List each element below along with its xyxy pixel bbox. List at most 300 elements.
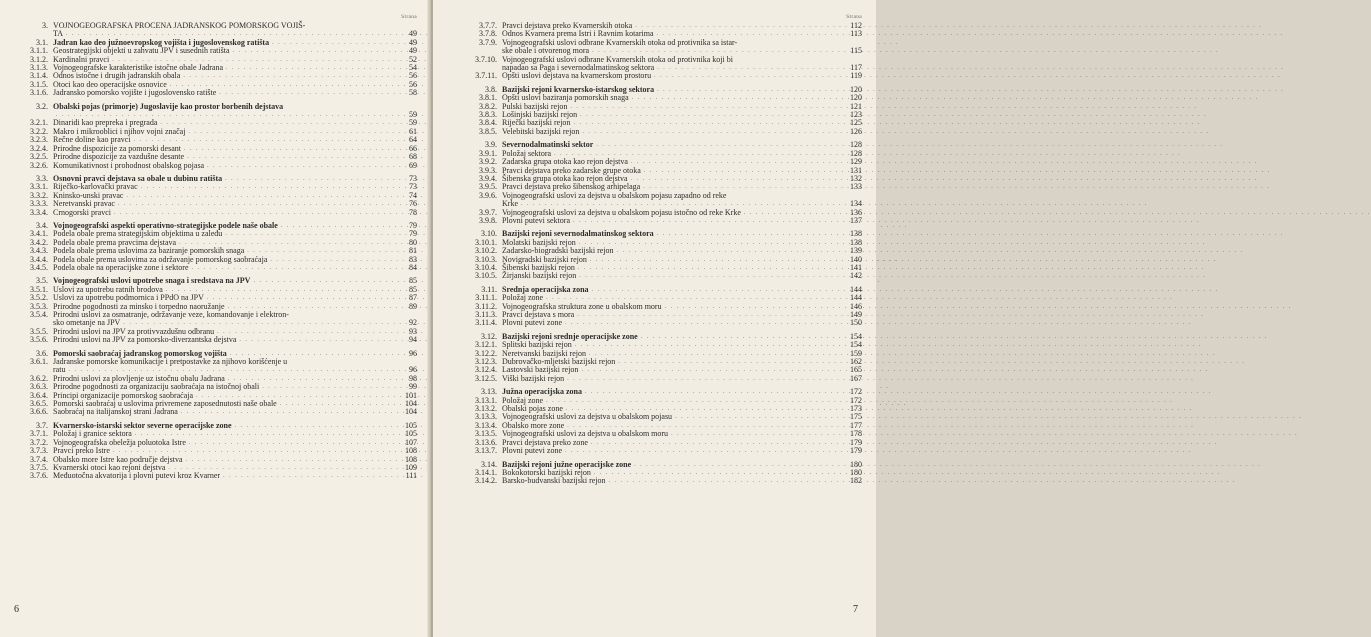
- entry-number: 3.11.1.: [475, 293, 497, 303]
- entry-title: Pravci dejstava preko šibenskog arhipelaga: [502, 182, 641, 192]
- entry-title: Plovni putevi sektora: [502, 215, 570, 225]
- toc-entry: [473, 72, 862, 80]
- entry-page: 144: [850, 284, 862, 294]
- entry-page: 79: [409, 229, 417, 239]
- entry-number: 3.13.4.: [475, 420, 497, 430]
- entry-title: sko ometanje na JPV: [53, 318, 121, 328]
- page-number: 6: [14, 604, 19, 615]
- entry-number: 3.1.4.: [30, 71, 48, 81]
- entry-title: Jadran kao deo južnoevropskog vojišta i jugoslovenskog ratišta: [53, 37, 270, 47]
- entry-page: 79: [409, 220, 417, 230]
- entry-number: 3.7.10.: [475, 54, 497, 64]
- page-number: 7: [853, 604, 858, 615]
- entry-title: Podela obale na operacijske zone i sektore: [53, 262, 189, 272]
- toc-entry: [473, 319, 862, 327]
- dot-leader: [262, 383, 392, 391]
- entry-number: 3.8.: [485, 84, 497, 94]
- entry-number: 3.2.5.: [30, 152, 48, 162]
- entry-number: 3.12.2.: [475, 348, 497, 358]
- entry-number: 3.2.: [36, 101, 48, 111]
- entry-page: 180: [850, 459, 862, 469]
- dot-leader: [247, 247, 392, 255]
- entry-page: 172: [850, 387, 862, 397]
- entry-page: 85: [409, 276, 417, 286]
- dot-leader: [579, 272, 837, 280]
- dot-leader: [589, 350, 837, 358]
- entry-page: 104: [405, 407, 417, 417]
- entry-page: 108: [405, 454, 417, 464]
- entry-title: Prirodni uslovi za plovljenje uz istočnu obalu Jadrana: [53, 373, 225, 383]
- dot-leader: [654, 72, 837, 80]
- dot-leader: [657, 230, 837, 238]
- entry-page: 93: [409, 326, 417, 336]
- entry-title: Žirjanski bazijski rejon: [502, 271, 577, 281]
- entry-page: 58: [409, 88, 417, 98]
- entry-page: 113: [850, 29, 862, 39]
- dot-leader: [223, 472, 392, 480]
- entry-title: Obalsko more Istre kao područje dejstva: [53, 454, 183, 464]
- toc-entry: [24, 22, 417, 30]
- entry-page: 101: [405, 390, 417, 400]
- dot-leader: [657, 86, 837, 94]
- dot-leader: [631, 158, 837, 166]
- left-page: [0, 0, 431, 637]
- entry-number: 3.13.: [481, 387, 497, 397]
- entry-page: 172: [850, 395, 862, 405]
- entry-title: Vojnogeografski uslovi za dejstva u obalskom pojasu: [502, 412, 673, 422]
- dot-leader: [272, 39, 392, 47]
- entry-number: 3.7.5.: [30, 462, 48, 472]
- entry-title: Odnos istočne i drugih jadranskih obala: [53, 71, 181, 81]
- dot-leader: [575, 341, 837, 349]
- entry-page: 119: [850, 71, 862, 81]
- entry-number: 3.4.1.: [30, 229, 48, 239]
- entry-number: 3.9.3.: [479, 165, 497, 175]
- entry-number: 3.2.1.: [30, 118, 48, 128]
- dot-leader: [181, 408, 392, 416]
- dot-leader: [183, 72, 392, 80]
- entry-title: Lastovski bazijski rejon: [502, 365, 579, 375]
- entry-number: 3.5.1.: [30, 284, 48, 294]
- entry-page: 105: [405, 420, 417, 430]
- dot-leader: [617, 247, 837, 255]
- entry-number: 3.6.3.: [30, 382, 48, 392]
- entry-number: 3.7.11.: [475, 71, 497, 81]
- entry-title: Prirodne dispozicije za pomorski desant: [53, 143, 181, 153]
- dot-leader: [189, 439, 392, 447]
- entry-title: Položaj zone: [502, 293, 544, 303]
- dot-leader: [188, 128, 392, 136]
- entry-number: 3.10.: [481, 229, 497, 239]
- toc-entry: [24, 336, 417, 344]
- entry-number: 3.6.1.: [30, 357, 48, 367]
- entry-title: Bazijski rejoni severnodalmatinskog sektora: [502, 229, 654, 239]
- entry-title: Komunikativnost i prohodnost obalskog pojasa: [53, 160, 205, 170]
- dot-leader: [581, 366, 837, 374]
- entry-page: 85: [409, 284, 417, 294]
- entry-page: 83: [409, 254, 417, 264]
- entry-page: 92: [409, 318, 417, 328]
- right-page: [433, 0, 876, 637]
- entry-number: 3.9.2.: [479, 157, 497, 167]
- entry-page: 134: [850, 199, 862, 209]
- dot-leader: [281, 222, 392, 230]
- dot-leader: [186, 456, 392, 464]
- entry-title: Južna operacijska zona: [502, 387, 582, 397]
- entry-number: 3.11.3.: [475, 310, 497, 319]
- entry-title: Prirodne pogodnosti za minsko i torpedno naoružanje: [53, 301, 225, 311]
- entry-number: 3.8.4.: [479, 118, 497, 128]
- dot-leader: [126, 192, 392, 200]
- entry-page: 109: [405, 462, 417, 472]
- entry-page: 142: [850, 271, 862, 281]
- entry-number: 3.12.: [481, 331, 497, 341]
- dot-leader: [744, 209, 837, 217]
- entry-title: Molatski bazijski rejon: [502, 237, 576, 247]
- entry-page: 64: [409, 135, 417, 145]
- entry-page: 61: [409, 126, 417, 136]
- entry-number: 3.11.: [481, 284, 497, 294]
- entry-title: Opšti uslovi dejstava na kvarnerskom prostoru: [502, 71, 652, 81]
- dot-leader: [225, 230, 392, 238]
- entry-title: Odnos Kvarnera prema Istri i Ravnim kotarima: [502, 29, 654, 39]
- entry-title: Vojnogeografska struktura zone u obalskom moru: [502, 301, 662, 311]
- entry-title: Kninsko-unski pravac: [53, 190, 124, 200]
- entry-number: 3.3.4.: [30, 207, 48, 217]
- dot-leader: [596, 141, 837, 149]
- dot-leader: [565, 319, 837, 327]
- entry-title: Prirodne dispozicije za vazdušne desante: [53, 152, 185, 162]
- entry-title: Vojnogeografski uslovi upotrebe snaga i sredstava na JPV: [53, 276, 251, 286]
- entry-number: 3.7.7.: [479, 21, 497, 30]
- entry-page: 141: [850, 262, 862, 272]
- entry-page: 180: [850, 467, 862, 477]
- entry-title: Bokokotorski bazijski rejon: [502, 467, 591, 477]
- entry-page: 136: [850, 207, 862, 217]
- entry-page: 89: [409, 301, 417, 311]
- entry-page: 149: [850, 310, 862, 319]
- dot-leader: [573, 217, 837, 225]
- entry-page: 78: [409, 207, 417, 217]
- entry-title: Vojnogeografski uslovi za dejstva u obalskom pojasu zapadno od reke: [502, 190, 727, 200]
- table-of-contents: [473, 22, 862, 486]
- entry-page: 131: [850, 165, 862, 175]
- entry-page: 99: [409, 382, 417, 392]
- entry-title: Dubrovačko-mljetski bazijski rejon: [502, 357, 616, 367]
- toc-entry: [24, 103, 417, 111]
- entry-page: 173: [850, 404, 862, 414]
- entry-title: Šibenski bazijski rejon: [502, 262, 575, 272]
- toc-entry: [24, 264, 417, 272]
- dot-leader: [270, 256, 392, 264]
- entry-number: 3.7.2.: [30, 437, 48, 447]
- entry-page: 123: [850, 110, 862, 120]
- entry-number: 3.7.1.: [30, 429, 48, 439]
- entry-number: 3.9.6.: [479, 190, 497, 200]
- entry-page: 115: [850, 46, 862, 56]
- entry-title: Pravci dejstava preko zadarske grupe otoka: [502, 165, 641, 175]
- entry-title: Položaj zone: [502, 395, 544, 405]
- dot-leader: [233, 47, 393, 55]
- dot-leader: [187, 153, 392, 161]
- column-header: Strana: [846, 14, 862, 20]
- dot-leader: [207, 294, 392, 302]
- table-of-contents: [24, 22, 417, 481]
- entry-title: Vojnogeografska obeležja poluotoka Istre: [53, 437, 186, 447]
- entry-page: 112: [850, 21, 862, 30]
- entry-title: ske obale i otvorenog mora: [502, 46, 590, 56]
- entry-title: Bazijski rejoni srednje operacijske zone: [502, 331, 638, 341]
- entry-number: 3.10.3.: [475, 254, 497, 264]
- entry-page: 138: [850, 229, 862, 239]
- entry-page: 137: [850, 215, 862, 225]
- toc-entry: [24, 358, 417, 366]
- entry-title: Barsko-budvanski bazijski rejon: [502, 476, 606, 486]
- entry-title: Podela obale prema uslovima za baziranje pomorskih snaga: [53, 246, 245, 256]
- entry-title: Pomorski saobraćaj u uslovima privremene zaposednutosti naše obale: [53, 399, 277, 409]
- entry-title: Položaj sektora: [502, 148, 552, 158]
- entry-page: 84: [409, 262, 417, 272]
- entry-title: Šibenska grupa otoka kao rejon dejstva: [502, 173, 628, 183]
- entry-title: Neretvanski pravac: [53, 199, 115, 209]
- entry-title: Neretvanski bazijski rejon: [502, 348, 586, 358]
- entry-number: 3.8.1.: [479, 93, 497, 103]
- entry-title: Podela obale prema strategijskim objektima u zaleđu: [53, 229, 223, 239]
- dot-leader: [671, 430, 837, 438]
- entry-page: 56: [409, 71, 417, 81]
- entry-number: 3.1.1.: [30, 46, 48, 56]
- entry-number: 3.12.4.: [475, 365, 497, 375]
- entry-page: 121: [850, 101, 862, 111]
- entry-page: 144: [850, 293, 862, 303]
- entry-title: Vojnogeografski uslovi odbrane Kvarnerskih otoka od protivnika koji bi: [502, 54, 733, 64]
- dot-leader: [577, 311, 837, 319]
- entry-title: Osnovni pravci dejstava sa obale u dubinu ratišta: [53, 173, 223, 183]
- entry-title: Kvarnerski otoci kao rejoni dejstva: [53, 462, 166, 472]
- entry-page: 120: [850, 84, 862, 94]
- entry-number: 3.12.3.: [475, 357, 497, 367]
- toc-entry: [473, 128, 862, 136]
- entry-page: 69: [409, 160, 417, 170]
- entry-number: 3.7.: [36, 420, 48, 430]
- entry-number: 3.10.2.: [475, 246, 497, 256]
- toc-entry: [473, 272, 862, 280]
- entry-title: Obalsko more zone: [502, 420, 565, 430]
- entry-number: 3.1.3.: [30, 63, 48, 73]
- dot-leader: [585, 388, 837, 396]
- entry-title: Dinaridi kao prepreka i pregrada: [53, 118, 158, 128]
- entry-number: 3.3.1.: [30, 182, 48, 192]
- entry-page: 52: [409, 54, 417, 64]
- dot-leader: [578, 264, 837, 272]
- toc-entry: [473, 375, 862, 383]
- column-header: Strana: [401, 14, 417, 20]
- entry-page: 140: [850, 254, 862, 264]
- entry-title: Bazijski rejoni južne operacijske zone: [502, 459, 632, 469]
- entry-title: Krke: [502, 199, 518, 209]
- entry-page: 66: [409, 143, 417, 153]
- entry-page: 129: [850, 157, 862, 167]
- dot-leader: [632, 94, 837, 102]
- entry-number: 3.13.5.: [475, 429, 497, 439]
- toc-entry: [24, 408, 417, 416]
- dot-leader: [114, 209, 392, 217]
- entry-title: Kardinalni pravci: [53, 54, 110, 64]
- entry-number: 3.3.3.: [30, 199, 48, 209]
- dot-leader: [592, 286, 837, 294]
- entry-page: 162: [850, 357, 862, 367]
- entry-number: 3.5.6.: [30, 335, 48, 345]
- entry-number: 3.13.3.: [475, 412, 497, 422]
- entry-number: 3.1.5.: [30, 79, 48, 89]
- dot-leader: [160, 119, 392, 127]
- dot-leader: [280, 400, 392, 408]
- entry-page: 105: [405, 429, 417, 439]
- dot-leader: [675, 413, 837, 421]
- dot-leader: [226, 64, 392, 72]
- entry-number: 3.9.: [485, 140, 497, 150]
- entry-page: 146: [850, 301, 862, 311]
- entry-number: 3.: [42, 21, 48, 30]
- entry-number: 3.14.2.: [475, 476, 497, 486]
- entry-page: 74: [409, 190, 417, 200]
- dot-leader: [591, 439, 837, 447]
- entry-title: Saobraćaj na italijanskoj strani Jadrana: [53, 407, 178, 417]
- entry-title: Prirodni uslovi za osmatranje, održavanje veze, komandovanje i elektron-: [53, 310, 289, 319]
- entry-number: 3.6.: [36, 348, 48, 358]
- entry-title: Položaj i granice sektora: [53, 429, 132, 439]
- entry-number: 3.1.: [36, 37, 48, 47]
- entry-title: Principi organizacije pomorskog saobraćaja: [53, 390, 194, 400]
- dot-leader: [635, 22, 837, 30]
- entry-number: 3.4.: [36, 220, 48, 230]
- entry-number: 3.13.2.: [475, 404, 497, 414]
- entry-number: 3.5.: [36, 276, 48, 286]
- entry-number: 3.1.6.: [30, 88, 48, 98]
- entry-page: 117: [850, 63, 862, 73]
- entry-page: 120: [850, 93, 862, 103]
- entry-number: 3.2.4.: [30, 143, 48, 153]
- entry-title: ratu: [53, 365, 66, 375]
- entry-page: 177: [850, 420, 862, 430]
- entry-number: 3.11.4.: [475, 318, 497, 328]
- entry-number: 3.3.2.: [30, 190, 48, 200]
- entry-title: VOJNOGEOGRAFSKA PROCENA JADRANSKOG POMORSKOG VOJIŠ-: [53, 21, 306, 30]
- entry-number: 3.9.8.: [479, 215, 497, 225]
- dot-leader: [207, 162, 392, 170]
- entry-number: 3.10.4.: [475, 262, 497, 272]
- entry-number: 3.6.2.: [30, 373, 48, 383]
- entry-title: Uslovi za upotrebu podmornica i PPdO na JPV: [53, 293, 204, 303]
- entry-page: 96: [409, 365, 417, 375]
- entry-number: 3.8.2.: [479, 101, 497, 111]
- entry-page: 132: [850, 173, 862, 183]
- entry-number: 3.10.5.: [475, 271, 497, 281]
- entry-title: Severnodalmatinski sektor: [502, 140, 594, 150]
- entry-number: 3.13.6.: [475, 437, 497, 447]
- dot-leader: [219, 89, 392, 97]
- dot-leader: [644, 167, 837, 175]
- entry-title: Zadarsko-biogradski bazijski rejon: [502, 246, 614, 256]
- toc-entry: [473, 192, 862, 200]
- entry-number: 3.2.6.: [30, 160, 48, 170]
- entry-page: 125: [850, 118, 862, 128]
- entry-page: 80: [409, 237, 417, 247]
- dot-leader: [573, 119, 837, 127]
- entry-title: Vojnogeografski aspekti operativno-strategijske podele naše obale: [53, 220, 278, 230]
- dot-leader: [582, 128, 837, 136]
- toc-entry: [473, 447, 862, 455]
- dot-leader: [235, 422, 393, 430]
- entry-title: Plovni putevi zone: [502, 318, 562, 328]
- entry-page: 128: [850, 148, 862, 158]
- entry-page: 126: [850, 126, 862, 136]
- dot-leader: [579, 239, 837, 247]
- entry-page: 133: [850, 182, 862, 192]
- entry-number: 3.11.2.: [475, 301, 497, 311]
- dot-leader: [618, 358, 837, 366]
- dot-leader: [192, 264, 393, 272]
- dot-leader: [253, 277, 392, 285]
- entry-title: Rečne doline kao pravci: [53, 135, 131, 145]
- entry-title: Bazijski rejoni kvarnersko-istarskog sektora: [502, 84, 655, 94]
- entry-page: 49: [409, 29, 417, 39]
- entry-page: 178: [850, 429, 862, 439]
- dot-leader: [567, 375, 837, 383]
- entry-number: 3.14.1.: [475, 467, 497, 477]
- entry-title: Viški bazijski rejon: [502, 373, 565, 383]
- toc-entry: [24, 209, 417, 217]
- entry-number: 3.4.3.: [30, 246, 48, 256]
- entry-number: 3.7.6.: [30, 471, 48, 481]
- entry-number: 3.9.4.: [479, 173, 497, 183]
- toc-entry: [473, 217, 862, 225]
- entry-title: Riječko-karlovački pravac: [53, 182, 138, 192]
- entry-number: 3.10.1.: [475, 237, 497, 247]
- entry-title: Lošinjski bazijski rejon: [502, 110, 578, 120]
- entry-title: Vojnogeografske karakteristike istočne obale Jadrana: [53, 63, 224, 73]
- entry-number: 3.8.3.: [479, 110, 497, 120]
- entry-number: 3.5.5.: [30, 326, 48, 336]
- dot-leader: [631, 175, 837, 183]
- entry-number: 3.5.3.: [30, 301, 48, 311]
- entry-title: Obalski pojas (primorje) Jugoslavije kao prostor borbenih dejstava: [53, 101, 284, 111]
- entry-number: 3.7.3.: [30, 446, 48, 456]
- entry-number: 3.1.2.: [30, 54, 48, 64]
- dot-leader: [609, 477, 837, 485]
- entry-page: 159: [850, 348, 862, 358]
- entry-number: 3.7.8.: [479, 29, 497, 39]
- entry-title: Prirodni uslovi na JPV za pomorsko-diverzantska dejstva: [53, 335, 237, 345]
- dot-leader: [580, 111, 837, 119]
- entry-title: Obalski pojas zone: [502, 404, 563, 414]
- entry-number: 3.6.6.: [30, 407, 48, 417]
- entry-title: Riječki bazijski rejon: [502, 118, 571, 128]
- dot-leader: [239, 336, 392, 344]
- entry-number: 3.6.4.: [30, 390, 48, 400]
- entry-title: Splitski bazijski rejon: [502, 340, 572, 350]
- entry-title: Pomorski saobraćaj jadranskog pomorskog vojišta: [53, 348, 227, 358]
- entry-page: 175: [850, 412, 862, 422]
- entry-title: Velebitski bazijski rejon: [502, 126, 580, 136]
- entry-number: 3.2.2.: [30, 126, 48, 136]
- entry-page: 150: [850, 318, 862, 328]
- toc-entry: [24, 472, 417, 480]
- entry-page: 98: [409, 373, 417, 383]
- entry-title: Vojnogeografski uslovi za dejstva u obalskom moru: [502, 429, 669, 439]
- entry-page: 167: [850, 373, 862, 383]
- entry-page: 128: [850, 140, 862, 150]
